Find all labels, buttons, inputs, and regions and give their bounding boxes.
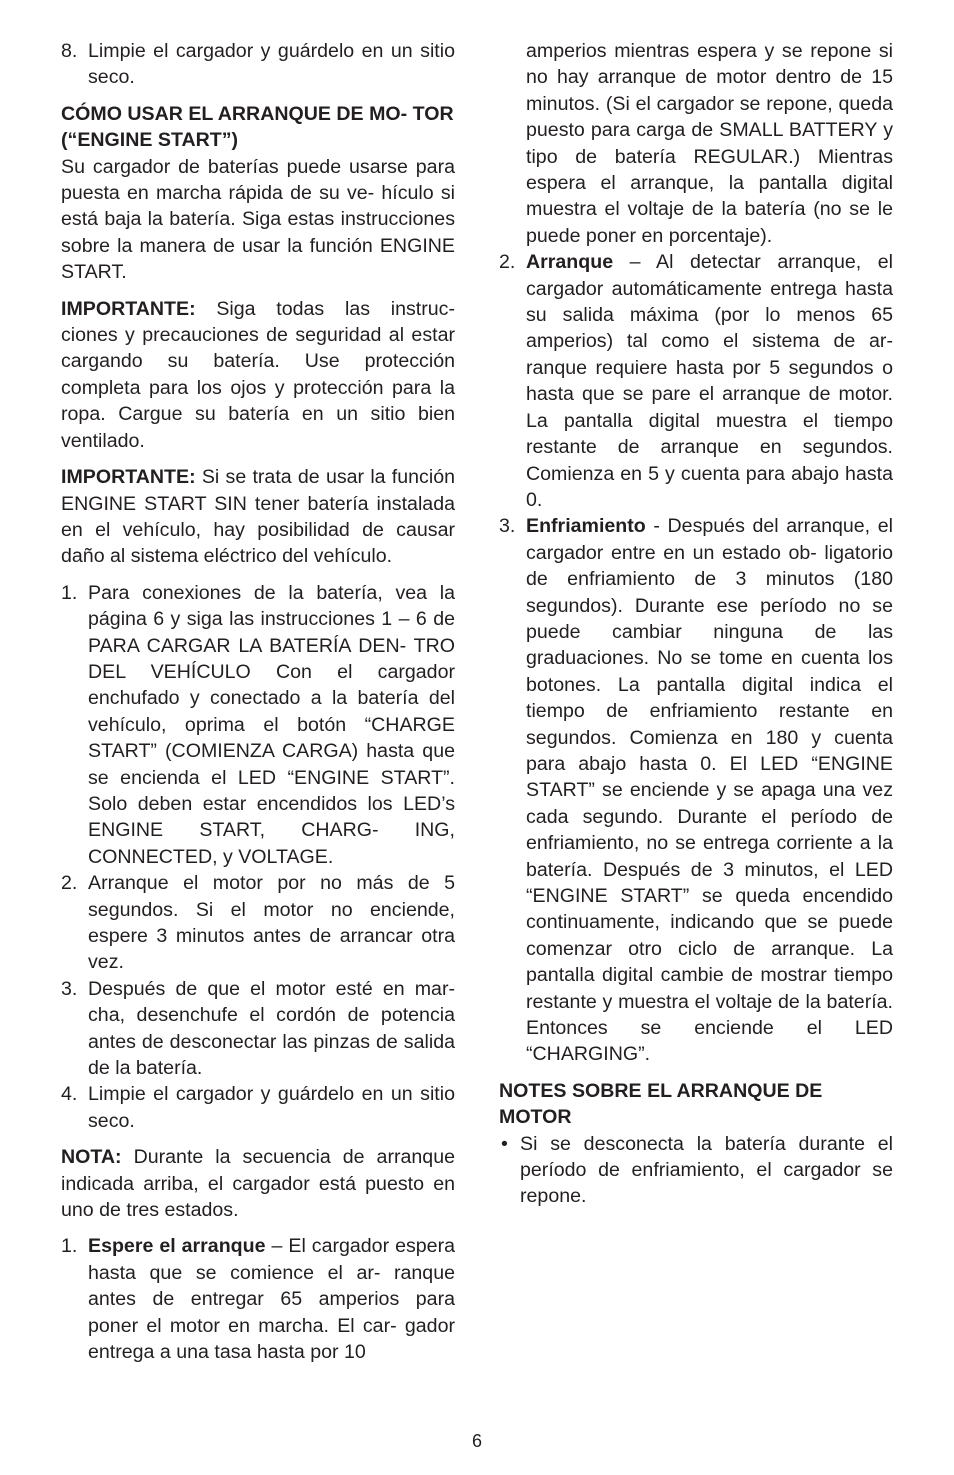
nota-paragraph [61, 1144, 455, 1223]
left-column [61, 38, 455, 1366]
bullet-item [499, 1131, 893, 1210]
item-text: Para conexiones de la batería, vea la página 6 y siga las instrucciones 1 – 6 de PARA CARGAR LA BATERÍA DEN- TRO DEL VEHÍCULO Con el cargador enchufado y conectado a la batería del vehículo, oprima el botón “CHARGE START” (COMIENZA CARGA) hasta que se encienda el LED “ENGINE START”. Solo deben estar encendidos los LED’s ENGINE START, CHARG- ING, CONNECTED, y VOLTAGE. [88, 581, 455, 868]
list-item [499, 513, 893, 1068]
section-heading: NOTES SOBRE EL ARRANQUE DE MOTOR [499, 1079, 823, 1129]
important-note [61, 296, 455, 454]
bullet-mark: • [501, 1132, 508, 1155]
nota-text: Durante la secuencia de arranque indicada arriba, el cargador está puesto en uno de tres estados. [61, 1146, 455, 1222]
item-label: Enfriamiento [526, 515, 646, 538]
item-number: 3. [61, 977, 78, 1000]
list-item [61, 38, 455, 91]
important-label: IMPORTANTE: [61, 297, 196, 320]
list-item [499, 249, 893, 513]
page-number: 6 [471, 1431, 482, 1451]
list-item [61, 870, 455, 976]
item-text: – Al detectar arranque, el cargador automáticamente entrega hasta su salida máxima (por lo menos 65 amperios) tal como el sistema de ar- ranque requiere hasta por 5 segundos o hasta que se pare el arranque de motor. La pantalla digital muestra el tiempo restante de arranque en segundos. Comienza en 5 y cuenta para abajo hasta 0. [526, 251, 893, 511]
list-item-continued [499, 38, 893, 249]
item-number: 2. [499, 251, 516, 274]
item-number: 2. [61, 872, 78, 895]
item-label: Arranque [526, 251, 614, 274]
item-text: – El cargador espera hasta que se comience el ar- ranque antes de entregar 65 amperios para poner el motor en marcha. El car- gador entrega a una tasa hasta por 10 [88, 1235, 455, 1364]
section-heading: CÓMO USAR EL ARRANQUE DE MO- TOR (“ENGINE START”) [61, 102, 454, 152]
bullet-text: Si se desconecta la batería durante el período de enfriamiento, el cargador se repone. [520, 1132, 893, 1208]
item-text: Limpie el cargador y guárdelo en un sitio seco. [88, 1083, 455, 1132]
important-label: IMPORTANTE: [61, 466, 196, 489]
item-number: 8. [61, 40, 78, 62]
item-text: Después de que el motor esté en mar- cha, desenchufe el cordón de potencia antes de desconectar las pinzas de salida de la batería. [88, 977, 455, 1080]
item-number: 3. [499, 515, 516, 538]
list-item [61, 976, 455, 1082]
item-number: 4. [61, 1083, 78, 1106]
right-column [499, 38, 893, 1210]
paragraph: Su cargador de baterías puede usarse para puesta en marcha rápida de su ve- hículo si está baja la batería. Siga estas instrucciones sobre la manera de usar la función ENGINE START. [61, 155, 455, 284]
item-number: 1. [61, 1235, 78, 1258]
important-text: Si se trata de usar la función ENGINE START SIN tener batería instalada en el vehículo, hay posibilidad de causar daño al sistema eléctrico del vehículo. [61, 466, 455, 568]
item-number: 1. [61, 581, 78, 604]
important-note [61, 464, 455, 570]
important-text: Siga todas las instruc- ciones y precauciones de seguridad al estar cargando su batería. Use protección completa para los ojos y protección para la ropa. Cargue su batería en un sitio bien ventilado. [61, 297, 455, 452]
item-text: - Después del arranque, el cargador entre en un estado ob- ligatorio de enfriamiento de 3 minutos (180 segundos). Durante ese período no se puede cambiar ninguna de las graduaciones. No se tome en cuenta los botones. La pantalla digital indica el tiempo de enfriamiento restante en segundos. Comienza en 180 y cuenta para abajo hasta 0. El LED “ENGINE START” se enciende y se apaga una vez cada segundo. Durante el período de enfriamiento, no se entrega corriente a la batería. Después de 3 minutos, el LED “ENGINE START” se queda encendido continuamente, indicando que se puede comenzar otro ciclo de arranque. La pantalla digital cambie de mostrar tiempo restante y muestra el voltaje de la batería. Entonces se enciende el LED “CHARGING”. [526, 515, 893, 1066]
list-item [61, 1233, 455, 1365]
item-text: amperios mientras espera y se repone si no hay arranque de motor dentro de 15 minutos. (Si el cargador se repone, queda puesto para carga de SMALL BATTERY y tipo de batería REGULAR.) Mientras espera el arranque, la pantalla digital muestra el voltaje de la batería (no se le puede poner en porcentaje). [526, 40, 893, 247]
item-text: Arranque el motor por no más de 5 segundos. Si el motor no enciende, espere 3 minutos antes de arrancar otra vez. [88, 872, 455, 974]
item-label: Espere el arranque [88, 1235, 266, 1258]
item-text: Limpie el cargador y guárdelo en un sitio seco. [88, 40, 455, 89]
list-item [61, 1081, 455, 1134]
list-item [61, 580, 455, 870]
nota-label: NOTA: [61, 1146, 122, 1169]
